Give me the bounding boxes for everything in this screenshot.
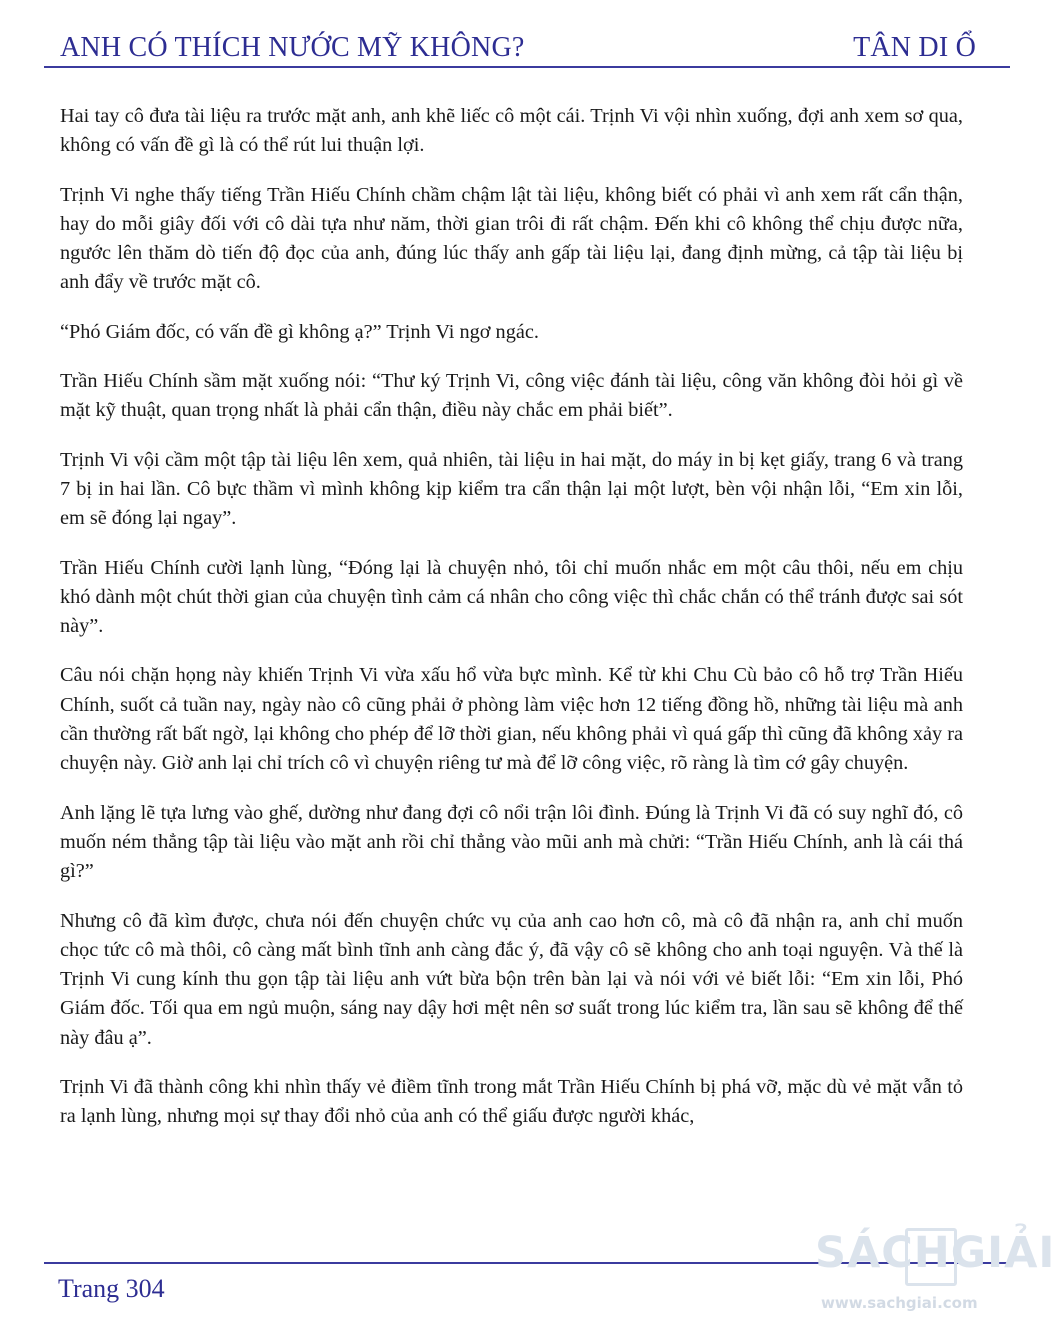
header-divider xyxy=(44,66,1010,68)
paragraph: Nhưng cô đã kìm được, chưa nói đến chuyện chức vụ của anh cao hơn cô, mà cô đã nhận ra, anh chỉ muốn chọc tức cô mà thôi, cô càng mất bình tĩnh anh càng đắc ý, đã vậy cô sẽ không cho anh toại nguyện. Và thế là Trịnh Vi cung kính thu gọn tập tài liệu anh vứt bừa bộn trên bàn lại và nói với vẻ biết lỗi: “Em xin lỗi, Phó Giám đốc. Tối qua em ngủ muộn, sáng nay dậy hơi mệt nên sơ suất trong lúc kiểm tra, lần sau sẽ không để thế này đâu ạ”. xyxy=(60,909,963,1049)
watermark-brand: SÁCHGIẢI xyxy=(815,1228,1055,1278)
body-text xyxy=(60,102,963,1152)
author-name: TÂN DI Ổ xyxy=(853,32,976,63)
paragraph: Hai tay cô đưa tài liệu ra trước mặt anh, anh khẽ liếc cô một cái. Trịnh Vi vội nhìn xuống, đợi anh xem sơ qua, không có vấn đề gì là có thể rút lui thuận lợi. xyxy=(60,105,963,157)
paragraph: Câu nói chặn họng này khiến Trịnh Vi vừa xấu hổ vừa bực mình. Kể từ khi Chu Cù bảo cô hỗ trợ Trần Hiếu Chính, suốt cả tuần nay, ngày nào cô cũng phải ở phòng làm việc hơn 12 tiếng đồng hồ, những tài liệu mà anh cần thường rất bất ngờ, lại không cho phép để lỡ thời gian, nếu không phải vì quá gấp thì cũng đã không xảy ra chuyện này. Giờ anh lại chỉ trích cô vì chuyện riêng tư mà để lỡ công việc, rõ ràng là tìm cớ gây chuyện. xyxy=(60,664,963,775)
paragraph: “Phó Giám đốc, có vấn đề gì không ạ?” Trịnh Vi ngơ ngác. xyxy=(60,320,539,343)
paragraph: Trịnh Vi nghe thấy tiếng Trần Hiếu Chính chầm chậm lật tài liệu, không biết có phải vì anh xem rất cẩn thận, hay do mỗi giây đối với cô dài tựa như năm, thời gian trôi đi rất chậm. Đến khi cô không thể chịu được nữa, ngước lên thăm dò tiến độ đọc của anh, đúng lúc thấy anh gấp tài liệu lại, đang định mừng, cả tập tài liệu bị anh đẩy về trước mặt cô. xyxy=(60,183,963,294)
paragraph: Trần Hiếu Chính cười lạnh lùng, “Đóng lại là chuyện nhỏ, tôi chỉ muốn nhắc em một câu thôi, nếu em chịu khó dành một chút thời gian của chuyện tình cảm cá nhân cho công việc thì chắc chắn có thể tránh được sai sót này”. xyxy=(60,556,963,638)
paragraph: Trần Hiếu Chính sầm mặt xuống nói: “Thư ký Trịnh Vi, công việc đánh tài liệu, công văn không đòi hỏi gì về mặt kỹ thuật, quan trọng nhất là phải cẩn thận, điều này chắc em phải biết”. xyxy=(60,370,963,422)
page-header xyxy=(58,24,996,64)
book-title: ANH CÓ THÍCH NƯỚC MỸ KHÔNG? xyxy=(60,32,525,63)
paragraph: Trịnh Vi vội cầm một tập tài liệu lên xem, quả nhiên, tài liệu in hai mặt, do máy in bị kẹt giấy, trang 6 và trang 7 bị in hai lần. Cô bực thầm vì mình không kịp kiểm tra cẩn thận lại một lượt, bèn vội nhận lỗi, “Em xin lỗi, em sẽ đóng lại ngay”. xyxy=(60,448,963,530)
paragraph: Anh lặng lẽ tựa lưng vào ghế, dường như đang đợi cô nổi trận lôi đình. Đúng là Trịnh Vi đã có suy nghĩ đó, cô muốn ném thẳng tập tài liệu vào mặt anh rồi chỉ thẳng vào mũi anh mà chửi: “Trần Hiếu Chính, anh là cái thá gì?” xyxy=(60,801,963,883)
watermark-logo xyxy=(815,1222,1055,1320)
watermark-url: www.sachgiai.com xyxy=(821,1294,978,1312)
paragraph: Trịnh Vi đã thành công khi nhìn thấy vẻ điềm tĩnh trong mắt Trần Hiếu Chính bị phá vỡ, mặc dù vẻ mặt vẫn tỏ ra lạnh lùng, nhưng mọi sự thay đổi nhỏ của anh có thể giấu được người khác, xyxy=(60,1076,963,1128)
page-number: Trang 304 xyxy=(58,1274,165,1303)
